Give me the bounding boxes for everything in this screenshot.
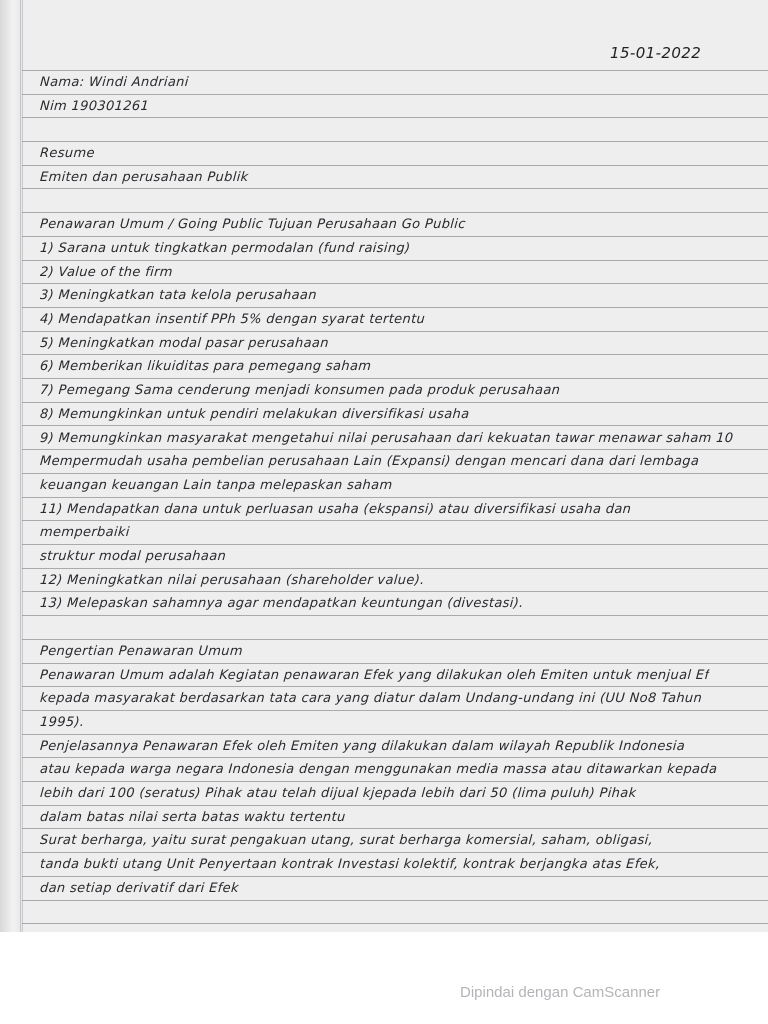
rule-line xyxy=(22,141,768,142)
note-line: 8) Memungkinkan untuk pendiri melakukan diversifikasi usaha xyxy=(39,406,470,422)
note-line: Nama: Windi Andriani xyxy=(39,75,190,90)
rule-line xyxy=(22,805,768,806)
rule-line xyxy=(22,615,768,616)
rule-line xyxy=(22,165,768,166)
rule-line xyxy=(22,378,768,379)
note-line: 3) Meningkatkan tata kelola perusahaan xyxy=(39,288,318,304)
note-line: tanda bukti utang Unit Penyertaan kontrak Investasi kolektif, kontrak berjangka atas Efek, xyxy=(39,857,661,873)
rule-line xyxy=(22,781,768,782)
rule-line xyxy=(22,497,768,498)
note-line: Penjelasannya Penawaran Efek oleh Emiten yang dilakukan dalam wilayah Republik Indonesia xyxy=(39,738,686,754)
rule-line xyxy=(22,520,768,521)
rule-line xyxy=(22,283,768,284)
rule-line xyxy=(22,354,768,355)
note-line: lebih dari 100 (seratus) Pihak atau telah dijual kjepada lebih dari 50 (lima puluh) Pihak xyxy=(39,786,637,801)
rule-line xyxy=(22,425,768,426)
note-line: 9) Memungkinkan masyarakat mengetahui nilai perusahaan dari kekuatan tawar menawar saham 10 xyxy=(39,430,734,446)
rule-line xyxy=(22,94,768,95)
rule-line xyxy=(22,544,768,545)
note-line: Nim 190301261 xyxy=(39,98,150,114)
note-line: atau kepada warga negara Indonesia dengan menggunakan media massa atau ditawarkan kepada xyxy=(39,762,718,778)
note-line: 11) Mendapatkan dana untuk perluasan usaha (ekspansi) atau diversifikasi usaha dan xyxy=(39,501,632,517)
note-line: Emiten dan perusahaan Publik xyxy=(39,169,250,185)
note-line: memperbaiki xyxy=(39,525,131,541)
rule-line xyxy=(22,117,768,118)
rule-line xyxy=(22,591,768,592)
note-line: 13) Melepaskan sahamnya agar mendapatkan keuntungan (divestasi). xyxy=(39,596,525,612)
rule-line xyxy=(22,449,768,450)
margin-line xyxy=(20,0,21,932)
rule-line xyxy=(22,331,768,332)
rule-line xyxy=(22,260,768,261)
note-line: 5) Meningkatkan modal pasar perusahaan xyxy=(39,335,330,351)
note-line: struktur modal perusahaan xyxy=(39,549,227,564)
rule-line xyxy=(22,663,768,664)
rule-line xyxy=(22,568,768,569)
note-line: kepada masyarakat berdasarkan tata cara yang diatur dalam Undang-undang ini (UU No8 Tahun xyxy=(39,691,703,707)
note-line: 6) Memberikan likuiditas para pemegang saham xyxy=(39,359,372,375)
note-line: 2) Value of the firm xyxy=(39,264,174,280)
note-line: 1995). xyxy=(39,714,85,730)
rule-line xyxy=(22,188,768,189)
note-line: Mempermudah usaha pembelian perusahaan Lain (Expansi) dengan mencari dana dari lembaga xyxy=(39,454,700,470)
rule-line xyxy=(22,307,768,308)
rule-line xyxy=(22,212,768,213)
rule-line xyxy=(22,876,768,877)
note-line: 7) Pemegang Sama cenderung menjadi konsumen pada produk perusahaan xyxy=(39,383,561,399)
rule-line xyxy=(22,70,768,71)
scanner-watermark: Dipindai dengan CamScanner xyxy=(460,984,661,1001)
rule-line xyxy=(22,686,768,687)
note-line: 4) Mendapatkan insentif PPh 5% dengan syarat tertentu xyxy=(39,312,426,327)
rule-line xyxy=(22,852,768,853)
note-line: Penawaran Umum / Going Public Tujuan Perusahaan Go Public xyxy=(39,217,467,233)
rule-line xyxy=(22,710,768,711)
rule-line xyxy=(22,734,768,735)
rule-line xyxy=(22,639,768,640)
date-text: 15-01-2022 xyxy=(610,44,702,62)
rule-line xyxy=(22,402,768,403)
rule-line xyxy=(22,828,768,829)
note-line: Surat berharga, yaitu surat pengakuan utang, surat berharga komersial, saham, obligasi, xyxy=(39,833,654,849)
note-line: Penawaran Umum adalah Kegiatan penawaran Efek yang dilakukan oleh Emiten untuk menjual Ef xyxy=(39,667,710,683)
note-line: keuangan keuangan Lain tanpa melepaskan saham xyxy=(39,477,393,493)
note-line: Pengertian Penawaran Umum xyxy=(39,643,244,659)
rule-line xyxy=(22,900,768,901)
rule-line xyxy=(22,473,768,474)
note-line: 12) Meningkatkan nilai perusahaan (shareholder value). xyxy=(39,572,426,588)
rule-line xyxy=(22,923,768,924)
note-line: Resume xyxy=(39,146,96,162)
note-line: dalam batas nilai serta batas waktu tertentu xyxy=(39,809,347,825)
note-line: 1) Sarana untuk tingkatkan permodalan (fund raising) xyxy=(39,240,411,256)
rule-line xyxy=(22,236,768,237)
rule-line xyxy=(22,757,768,758)
note-line: dan setiap derivatif dari Efek xyxy=(39,880,240,896)
